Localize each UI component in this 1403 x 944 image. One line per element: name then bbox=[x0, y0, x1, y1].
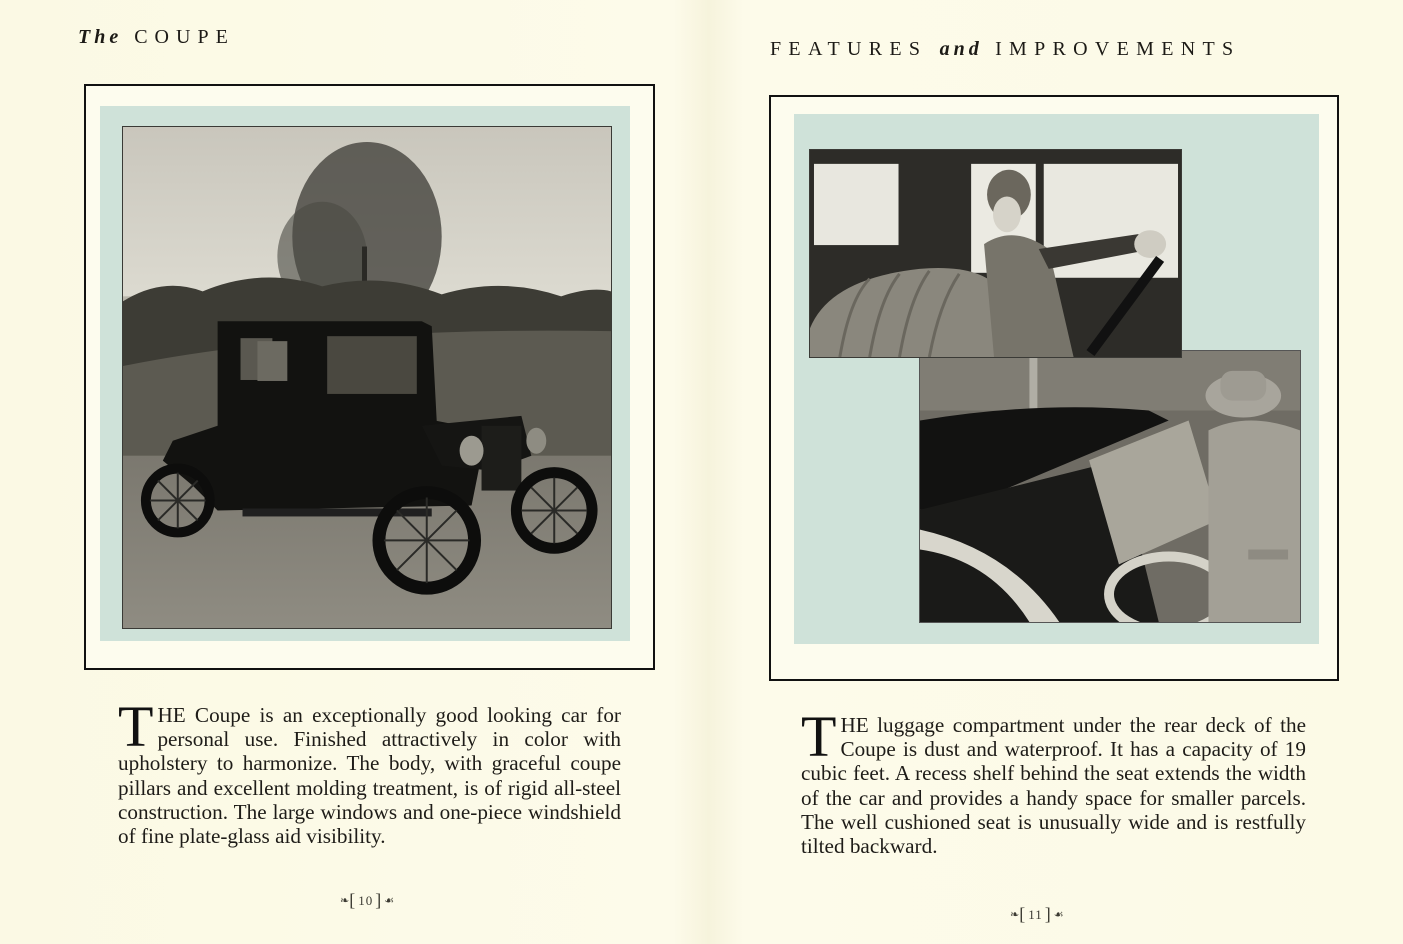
luggage-compartment-photo bbox=[919, 350, 1301, 623]
running-head-left bbox=[78, 26, 235, 49]
ornament-right-icon: ☙ bbox=[384, 895, 393, 907]
running-head-italic: The bbox=[78, 26, 123, 48]
page-number: 11 bbox=[1028, 906, 1043, 922]
ornament-right-icon: ☙ bbox=[1053, 909, 1062, 921]
luggage-illustration bbox=[920, 351, 1300, 622]
running-head-right bbox=[770, 38, 1240, 61]
coupe-photo bbox=[122, 126, 612, 629]
bracket-open: [ bbox=[349, 890, 357, 910]
page-number-left bbox=[340, 890, 392, 911]
bracket-close: ] bbox=[375, 890, 383, 910]
running-head-caps: COUPE bbox=[134, 26, 235, 48]
bracket-close: ] bbox=[1044, 904, 1052, 924]
running-head-caps-2: IMPROVEMENTS bbox=[995, 38, 1241, 60]
caption-text: HE luggage compartment under the rear deck of the Coupe is dust and waterproof. It has a capacity of 19 cubic feet. A recess shelf behind the seat extends the width of the car and provides a handy space for smaller parcels. The well cushioned seat is unusually wide and is restfully tilted backward. bbox=[801, 713, 1306, 859]
bracket-open: [ bbox=[1019, 904, 1027, 924]
running-head-italic: and bbox=[939, 38, 983, 60]
dropcap: T bbox=[118, 694, 154, 759]
page-number-right bbox=[1010, 904, 1062, 925]
caption-right bbox=[801, 704, 1306, 859]
caption-left bbox=[118, 694, 621, 849]
interior-seat-photo bbox=[809, 149, 1182, 358]
dropcap: T bbox=[801, 704, 837, 769]
running-head-caps-1: FEATURES bbox=[770, 38, 928, 60]
interior-illustration bbox=[810, 150, 1181, 357]
caption-text: HE Coupe is an exceptionally good looking car for personal use. Finished attractively in color with upholstery to harmonize. The body, with graceful coupe pillars and excellent molding treatment, is of rigid all-steel construction. The large windows and one-piece windshield of fine plate-glass aid visibility. bbox=[118, 703, 621, 849]
coupe-illustration bbox=[123, 127, 611, 628]
page-number: 10 bbox=[358, 892, 374, 908]
ornament-left-icon: ❧ bbox=[1010, 909, 1018, 921]
ornament-left-icon: ❧ bbox=[340, 895, 348, 907]
